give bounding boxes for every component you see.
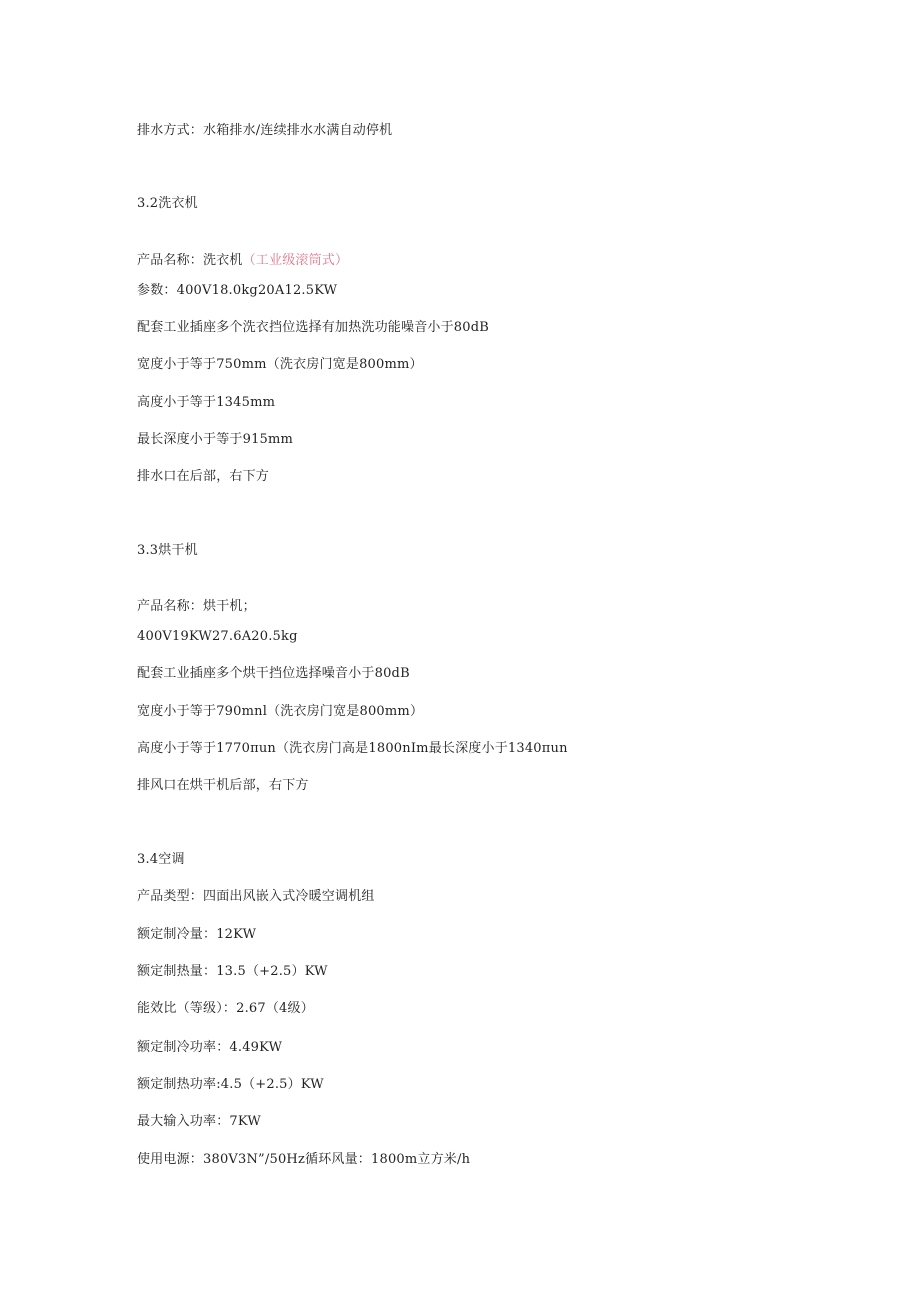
dryer-width: 宽度小于等于790mnl（洗衣房门宽是800mm） (137, 704, 424, 719)
dryer-name: 产品名称：烘干机； (137, 599, 256, 614)
ac-cooling-power: 额定制冷功率：4.49KW (137, 1040, 283, 1055)
dryer-features: 配套工业插座多个烘干挡位选择噪音小于80dB (137, 666, 410, 681)
ac-type: 产品类型：四面出风嵌入式冷暖空调机组 (137, 889, 375, 904)
washer-drain-port: 排水口在后部，右下方 (137, 469, 270, 484)
washer-heading: 3.2洗衣机 (137, 196, 198, 211)
washer-depth: 最长深度小于等于915mm (137, 432, 294, 447)
washer-params: 参数：400V18.0kg20A12.5KW (137, 283, 338, 298)
dryer-height-depth: 高度小于等于1770πun（洗衣房门高是1800nIm最长深度小于1340πun (137, 741, 568, 756)
washer-name-highlight: （工业级滚筒式） (242, 253, 349, 268)
washer-width: 宽度小于等于750mm（洗衣房门宽是800mm） (137, 357, 423, 372)
ac-heating-power: 额定制热功率:4.5（+2.5）KW (137, 1077, 324, 1092)
ac-power-supply: 使用电源：380V3N”/50Hz循环风量：1800m立方米/h (137, 1152, 471, 1167)
washer-name-prefix: 产品名称：洗衣机 (137, 253, 243, 268)
drain-method: 排水方式：水箱排水/连续排水水满自动停机 (137, 123, 393, 138)
washer-height: 高度小于等于1345mm (137, 395, 276, 410)
ac-efficiency: 能效比（等级）：2.67（4级） (137, 1001, 314, 1016)
ac-heating-capacity: 额定制热量：13.5（+2.5）KW (137, 964, 328, 979)
ac-cooling-capacity: 额定制冷量：12KW (137, 927, 257, 942)
dryer-vent: 排风口在烘干机后部，右下方 (137, 778, 309, 793)
ac-heading: 3.4空调 (137, 852, 185, 867)
ac-max-input: 最大输入功率：7KW (137, 1114, 261, 1129)
dryer-params: 400V19KW27.6A20.5kg (137, 629, 298, 644)
washer-name (137, 252, 348, 270)
washer-features: 配套工业插座多个洗衣挡位选择有加热洗功能噪音小于80dB (137, 320, 490, 335)
dryer-heading: 3.3烘干机 (137, 543, 198, 558)
